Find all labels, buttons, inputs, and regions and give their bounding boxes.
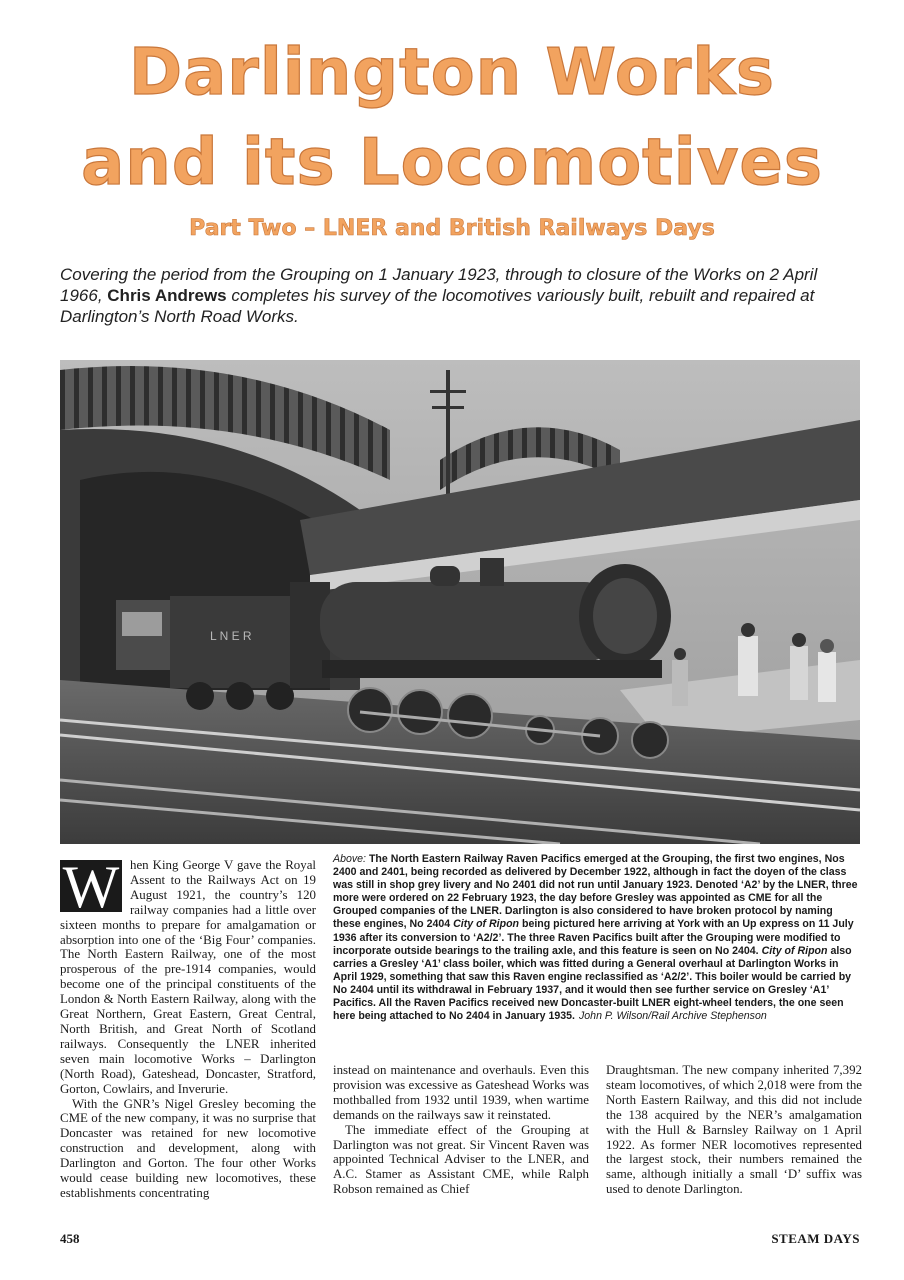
body-column-2 — [333, 1063, 589, 1197]
caption-text-1: The North Eastern Railway Raven Pacifics emerged at the Grouping, the first two engines, Nos 2400 and 2401, being recorded as delivered by December 1922, although in fact the doyen of the class was still in shop grey livery and No 2401 did not run until January 1923. Denoted ‘A2’ by the LNER, three more were ordered on 22 February 1923, the day before Gresley was appointed as CME for all the Grouped companies of the LNER. Darlington is also considered to have broken protocol by naming these engines, No 2404 — [333, 853, 858, 931]
body-paragraph — [60, 854, 316, 1097]
author-name: Chris Andrews — [107, 286, 227, 305]
caption-text-2: being pictured here arriving at York with an Up express on 11 July 1936 after its conversion to ‘A2/2’. The three Raven Pacifics built after the Grouping were modified to incorporate outside bearings to the trailing axle, and this feature is seen on No 2404. — [333, 918, 854, 957]
photo-credit: John P. Wilson/Rail Archive Stephenson — [578, 1010, 767, 1023]
caption-text-3: also carries a Gresley ‘A1’ class boiler, which was fitted during a General overhaul at Darlington Works in April 1929, something that saw this Raven engine reclassified as ‘A2/2’. This boiler would be carried by No 2404 until its withdrawal in February 1937, and it would then see further service on Gresley ‘A1’ Pacifics. All the Raven Pacifics received new Doncaster-built LNER eight-wheel tenders, the one seen here being attached to No 2404 in January 1935. — [333, 944, 852, 1023]
article-subtitle: Part Two – LNER and British Railways Days — [189, 216, 715, 241]
standfirst-text-2: completes his survey of the locomotives variously built, rebuilt and repaired at Darlington’s North Road Works. — [60, 286, 815, 326]
locomotive-illustration — [60, 360, 860, 844]
photo-caption — [333, 853, 861, 1023]
caption-lead: Above: — [333, 853, 366, 865]
page-number: 458 — [60, 1231, 80, 1246]
caption-loco-name-1: City of Ripon — [453, 918, 520, 931]
article-title-line-2: and its Locomotives — [81, 126, 823, 200]
standfirst — [60, 264, 850, 327]
body-column-1 — [60, 854, 316, 1218]
article-title-line-1: Darlington Works — [128, 36, 776, 110]
body-paragraph: The immediate effect of the Grouping at Darlington was not great. Sir Vincent Raven was appointed Technical Adviser to the LNER, and A.C. Stamer as Assistant CME, while Ralph Robson remained as Chief — [333, 1122, 589, 1197]
caption-loco-name-2: City of Ripon — [761, 944, 828, 957]
standfirst-text-1: Covering the period from the Grouping on 1 January 1923, through to closure of the Works on 2 April 1966, — [60, 265, 818, 305]
locomotive-photo — [60, 360, 860, 844]
drop-cap: W — [60, 860, 122, 912]
tender-lettering: L N E R — [210, 629, 252, 643]
body-paragraph: instead on maintenance and overhauls. Even this provision was excessive as Gateshead Works was mothballed from 1932 until 1939, when wartime demands on the railways saw it reinstated. — [333, 1063, 589, 1122]
body-paragraph: Draughtsman. The new company inherited 7,392 steam locomotives, of which 2,018 were from the North Eastern Railway, and this did not include the 138 acquired by the NER’s amalgamation with the Hull & Barnsley Railway on 1 April 1922. As former NER locomotives represented the largest stock, their numbers remained the same, although initially a small ‘D’ suffix was used to denote Darlington. — [606, 1063, 862, 1197]
magazine-name: STEAM DAYS — [771, 1231, 860, 1246]
paragraph-text: hen King George V gave the Royal Assent to the Railways Act on 19 August 1921, the country’s 120 railway companies had a little over sixteen months to prepare for amalgamation or absorption into one of the ‘Big Four’ companies. The North Eastern Railway, one of the most prosperous of the pre-1914 companies, would become one of the principal constituents of the London & North Eastern Railway, along with the Great Northern, Great Eastern, Great Central, North British, and Great North of Scotland railways. Consequently the LNER inherited seven main locomotive Works – Darlington (North Road), Gateshead, Doncaster, Stratford, Gorton, Cowlairs, and Inverurie. — [60, 858, 316, 1096]
body-column-3 — [606, 1063, 862, 1197]
body-paragraph: With the GNR’s Nigel Gresley becoming the CME of the new company, it was no surprise that Doncaster was retained for new locomotive construction and development, along with Darlington and Gorton. The four other Works would cease building new locomotives, these establishments concentrating — [60, 1096, 316, 1200]
